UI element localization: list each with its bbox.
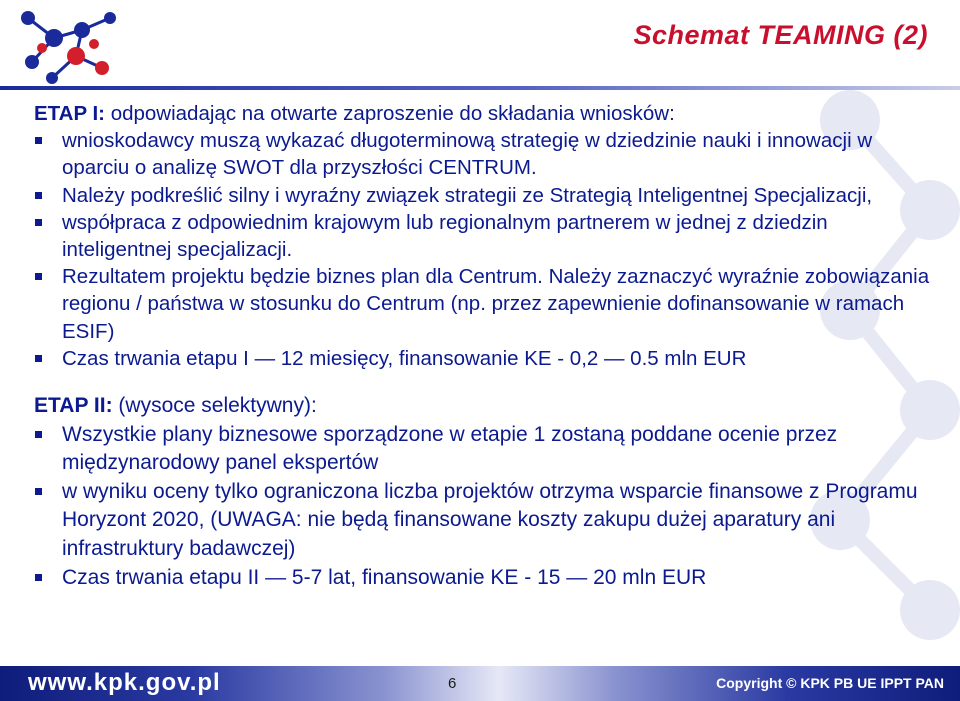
bullet-text: Czas trwania etapu II — 5-7 lat, finansowanie KE - 15 — 20 mln EUR	[62, 565, 707, 589]
square-bullet-icon	[35, 488, 42, 495]
etap1-label: ETAP I:	[34, 102, 105, 125]
slide-header	[0, 0, 960, 92]
header-divider	[0, 86, 960, 90]
etap2-section	[34, 392, 934, 592]
list-item	[34, 182, 934, 209]
etap2-heading	[34, 392, 934, 421]
list-item	[34, 127, 934, 181]
etap2-bullet-list	[34, 421, 934, 593]
etap1-heading	[34, 100, 934, 127]
footer-url-link[interactable]: www.kpk.gov.pl	[28, 669, 221, 696]
slide-title: Schemat TEAMING (2)	[633, 20, 928, 50]
bullet-text: Należy podkreślić silny i wyraźny związek strategii ze Strategią Inteligentnej Specjalizacji,	[62, 183, 873, 207]
bullet-text: w wyniku oceny tylko ograniczona liczba projektów otrzyma wsparcie finansowe z Programu Horyzont 2020, (UWAGA: nie będą finansowane koszty zakupu dużej aparatury ani infrastruktury badawczej)	[62, 479, 918, 560]
slide-footer	[0, 666, 960, 701]
bullet-text: współpraca z odpowiednim krajowym lub regionalnym partnerem w jednej z dziedzin inteligentnej specjalizacji.	[62, 210, 828, 262]
etap1-bullet-list	[34, 127, 934, 372]
list-item	[34, 345, 934, 372]
square-bullet-icon	[35, 431, 42, 438]
page-number: 6	[448, 675, 457, 692]
slide-content	[34, 100, 934, 592]
bullet-text: Czas trwania etapu I — 12 miesięcy, finansowanie KE - 0,2 — 0.5 mln EUR	[62, 346, 747, 370]
square-bullet-icon	[35, 219, 42, 226]
bullet-text: Rezultatem projektu będzie biznes plan dla Centrum. Należy zaznaczyć wyraźnie zobowiązania regionu / państwa w stosunku do Centrum (np. przez zapewnienie dofinansowanie w ramach ESIF)	[62, 265, 930, 343]
list-item	[34, 209, 934, 263]
square-bullet-icon	[35, 273, 42, 280]
list-item	[34, 421, 934, 478]
list-item	[34, 263, 934, 345]
square-bullet-icon	[35, 137, 42, 144]
etap1-intro: odpowiadając na otwarte zaproszenie do składania wniosków:	[105, 102, 675, 125]
square-bullet-icon	[35, 355, 42, 362]
square-bullet-icon	[35, 192, 42, 199]
list-item	[34, 564, 934, 593]
copyright-text: Copyright © KPK PB UE IPPT PAN	[716, 675, 944, 691]
list-item	[34, 478, 934, 564]
etap2-label: ETAP II:	[34, 394, 113, 418]
molecule-logo-icon	[12, 4, 132, 88]
etap2-intro: (wysoce selektywny):	[112, 394, 317, 418]
bullet-text: wnioskodawcy muszą wykazać długoterminową strategię w dziedzinie nauki i innowacji w oparciu o analizę SWOT dla przyszłości CENTRUM.	[62, 129, 873, 180]
bullet-text: Wszystkie plany biznesowe sporządzone w etapie 1 zostaną poddane ocenie przez międzynarodowy panel ekspertów	[62, 422, 838, 475]
square-bullet-icon	[35, 574, 42, 581]
